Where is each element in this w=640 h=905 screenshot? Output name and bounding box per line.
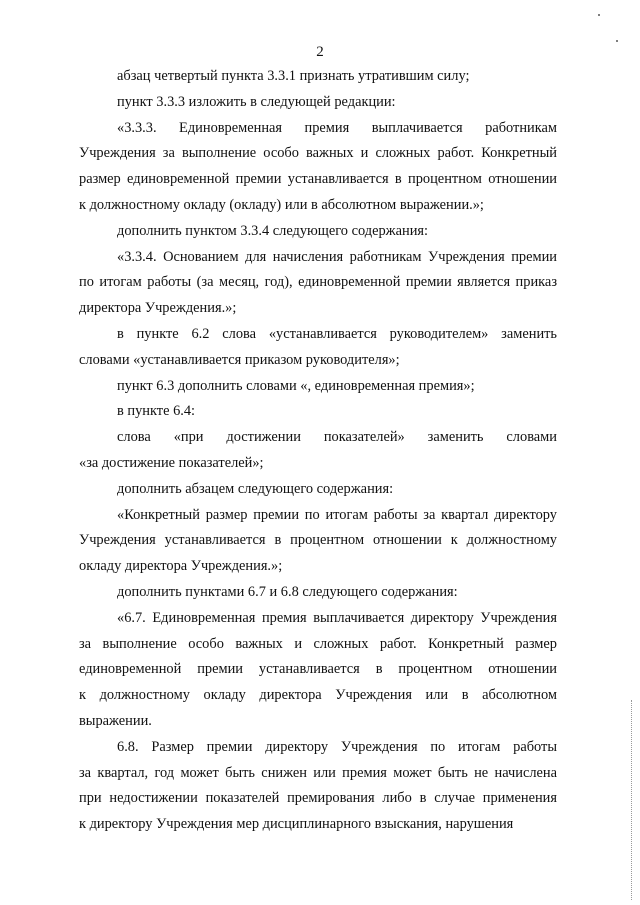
page-number: 2 [316, 44, 324, 60]
paragraph [79, 64, 557, 90]
paragraph-line: пункт 3.3.3 изложить в следующей редакции: [117, 93, 396, 110]
paragraph-line: к должностному окладу директора Учреждения или в абсолютном [79, 687, 557, 704]
paragraph [79, 477, 557, 503]
paragraph-line: дополнить пунктом 3.3.4 следующего содержания: [117, 222, 429, 239]
paragraph-line: выражении. [79, 712, 152, 729]
paragraph [79, 425, 557, 477]
paragraph [79, 503, 557, 580]
paragraph-line: в пункте 6.2 слова «устанавливается руководителем» заменить [117, 325, 557, 342]
paragraph-line: «за достижение показателей»; [79, 454, 264, 471]
paragraph [79, 606, 557, 735]
paragraph-line: слова «при достижении показателей» заменить словами [117, 429, 557, 446]
paragraph-line: к директору Учреждения мер дисциплинарного взыскания, нарушения [79, 816, 514, 833]
paragraph-line: по итогам работы (за месяц, год), единовременной премии является приказ [79, 274, 557, 291]
paragraph-line: «Конкретный размер премии по итогам работы за квартал директору [117, 506, 557, 523]
paragraph-line: пункт 6.3 дополнить словами «, единовременная премия»; [117, 377, 475, 394]
paragraph-line: директора Учреждения.»; [79, 300, 237, 317]
paragraph [79, 580, 557, 606]
paragraph [79, 322, 557, 374]
paragraph [79, 219, 557, 245]
paragraph-line: «3.3.3. Единовременная премия выплачивается работникам [117, 119, 557, 136]
paragraph-line: за квартал, год может быть снижен или премия может быть не начислена [79, 764, 557, 781]
paragraph-line: единовременной премии устанавливается в процентном отношении [79, 661, 557, 678]
paragraph-line: абзац четвертый пункта 3.3.1 признать утратившим силу; [117, 68, 470, 84]
paragraph-line: «6.7. Единовременная премия выплачивается директору Учреждения [117, 609, 557, 626]
paragraph-line: словами «устанавливается приказом руководителя»; [79, 351, 400, 368]
paragraph-line: дополнить абзацем следующего содержания: [117, 480, 394, 497]
scan-speck [598, 14, 600, 16]
paragraph-line: Учреждения за выполнение особо важных и сложных работ. Конкретный [79, 145, 557, 162]
paragraph [79, 90, 557, 116]
paragraph-line: размер единовременной премии устанавливается в процентном отношении [79, 171, 557, 188]
document-body [79, 64, 557, 838]
paragraph-line: окладу директора Учреждения.»; [79, 558, 283, 575]
paragraph-line: в пункте 6.4: [117, 403, 196, 420]
paragraph-line: Учреждения устанавливается в процентном отношении к должностному [79, 532, 557, 549]
paragraph [79, 399, 557, 425]
paragraph [79, 735, 557, 838]
paragraph [79, 245, 557, 322]
scan-speck [616, 40, 618, 42]
paragraph [79, 374, 557, 400]
paragraph-line: дополнить пунктами 6.7 и 6.8 следующего содержания: [117, 583, 458, 600]
paragraph-line: «3.3.4. Основанием для начисления работникам Учреждения премии [117, 248, 557, 265]
scan-edge-marks [629, 700, 632, 900]
paragraph-line: при недостижении показателей премирования либо в случае применения [79, 790, 557, 807]
paragraph-line: 6.8. Размер премии директору Учреждения по итогам работы [117, 738, 557, 755]
paragraph-line: к должностному окладу (окладу) или в абсолютном выражении.»; [79, 196, 484, 213]
paragraph-line: за выполнение особо важных и сложных работ. Конкретный размер [79, 635, 557, 652]
paragraph [79, 116, 557, 219]
